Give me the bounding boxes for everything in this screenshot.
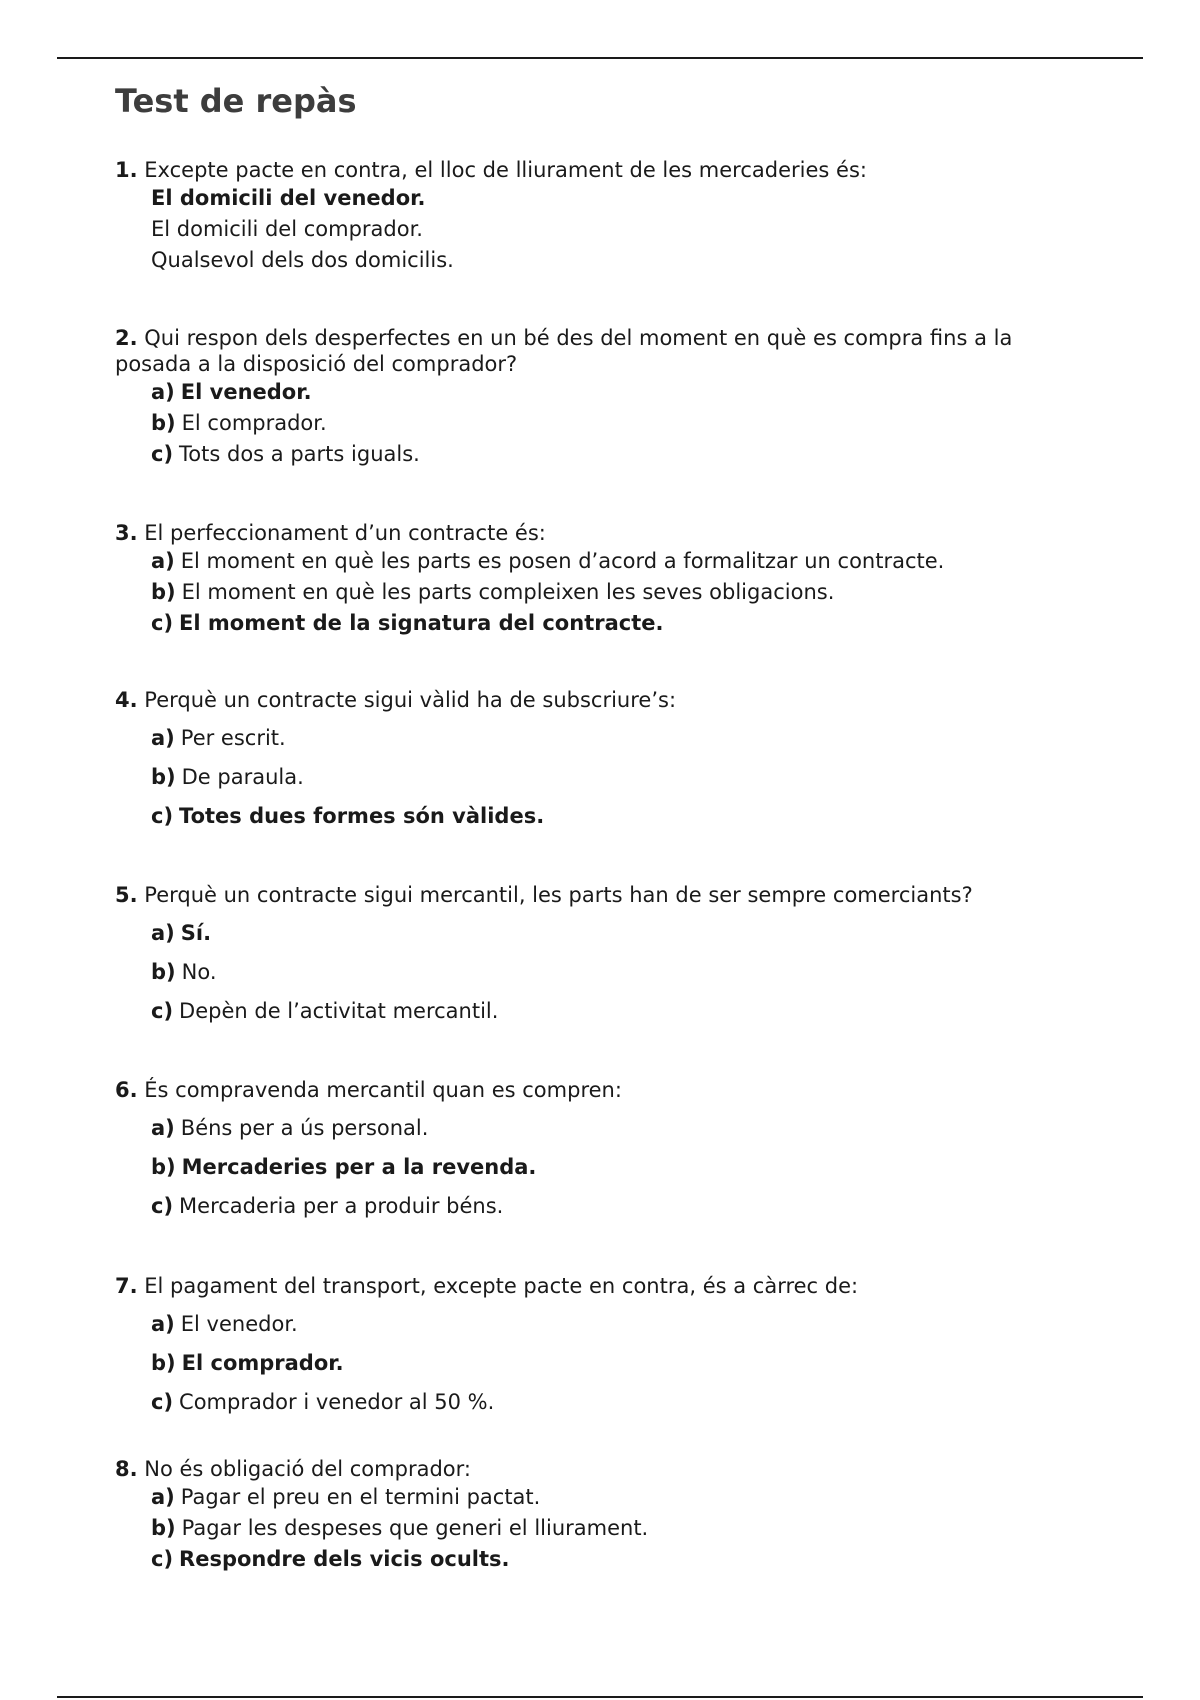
option-text: El comprador. — [181, 1351, 344, 1375]
option-a — [151, 719, 1075, 758]
option-c — [151, 1187, 1075, 1226]
question-8 — [115, 1456, 1075, 1575]
option-text: Béns per a ús personal. — [180, 1116, 429, 1140]
question-text: No és obligació del comprador: — [144, 1457, 471, 1481]
question-6 — [115, 1077, 1075, 1226]
question-5 — [115, 882, 1075, 1031]
option-a — [151, 1482, 1075, 1513]
option-text: Sí. — [180, 921, 212, 945]
option-text: Mercaderia per a produir béns. — [179, 1194, 504, 1218]
question-1 — [115, 157, 1075, 276]
option-label: c) — [151, 999, 174, 1023]
option-label: a) — [151, 549, 175, 573]
question-number: 7. — [115, 1274, 138, 1298]
option-label: c) — [151, 1547, 174, 1571]
option-text: Depèn de l’activitat mercantil. — [179, 999, 499, 1023]
options-list — [151, 546, 1075, 639]
question-7 — [115, 1273, 1075, 1422]
option-label: a) — [151, 1485, 175, 1509]
option-label: a) — [151, 726, 175, 750]
option-label: b) — [151, 1155, 176, 1179]
option-text: De paraula. — [181, 765, 304, 789]
option-label: b) — [151, 1516, 176, 1540]
option-c — [151, 608, 1075, 639]
option-text: Tots dos a parts iguals. — [179, 442, 420, 466]
option-a — [151, 377, 1075, 408]
option-label: a) — [151, 921, 175, 945]
question-2 — [115, 325, 1075, 470]
option-a — [151, 1109, 1075, 1148]
options-list — [151, 1305, 1075, 1422]
question-stem — [115, 1273, 1075, 1299]
option-label: c) — [151, 804, 174, 828]
question-text: Perquè un contracte sigui vàlid ha de subscriure’s: — [144, 688, 677, 712]
option-b — [151, 1513, 1075, 1544]
option-label: b) — [151, 765, 176, 789]
option-2 — [151, 214, 1075, 245]
page-title: Test de repàs — [115, 82, 357, 120]
option-text: Per escrit. — [180, 726, 286, 750]
option-text: Pagar les despeses que generi el lliurament. — [181, 1516, 649, 1540]
question-number: 6. — [115, 1078, 138, 1102]
option-a — [151, 546, 1075, 577]
option-b — [151, 758, 1075, 797]
question-stem — [115, 882, 1075, 908]
option-label: c) — [151, 442, 174, 466]
question-3 — [115, 520, 1075, 639]
option-c — [151, 797, 1075, 836]
option-text: El venedor. — [180, 380, 312, 404]
question-number: 2. — [115, 326, 138, 350]
option-c — [151, 992, 1075, 1031]
question-stem — [115, 325, 1075, 377]
option-text: El domicili del comprador. — [151, 217, 423, 241]
question-text: Perquè un contracte sigui mercantil, les parts han de ser sempre comerciants? — [144, 883, 973, 907]
question-text: Excepte pacte en contra, el lloc de lliurament de les mercaderies és: — [144, 158, 867, 182]
question-stem — [115, 520, 1075, 546]
option-text: El domicili del venedor. — [151, 186, 426, 210]
options-list — [151, 1109, 1075, 1226]
option-text: El comprador. — [181, 411, 327, 435]
options-list — [151, 1482, 1075, 1575]
option-3 — [151, 245, 1075, 276]
option-text: Totes dues formes són vàlides. — [179, 804, 545, 828]
question-text: El perfeccionament d’un contracte és: — [144, 521, 546, 545]
option-label: b) — [151, 580, 176, 604]
option-c — [151, 439, 1075, 470]
option-label: c) — [151, 1390, 174, 1414]
top-rule — [57, 57, 1143, 59]
option-label: a) — [151, 380, 175, 404]
option-1 — [151, 183, 1075, 214]
option-text: Pagar el preu en el termini pactat. — [180, 1485, 541, 1509]
option-text: Respondre dels vicis ocults. — [179, 1547, 510, 1571]
option-b — [151, 1344, 1075, 1383]
option-b — [151, 953, 1075, 992]
option-text: No. — [181, 960, 217, 984]
option-text: El moment en què les parts es posen d’acord a formalitzar un contracte. — [180, 549, 945, 573]
option-label: b) — [151, 960, 176, 984]
question-number: 3. — [115, 521, 138, 545]
question-stem — [115, 1077, 1075, 1103]
option-label: c) — [151, 1194, 174, 1218]
option-text: Comprador i venedor al 50 %. — [179, 1390, 495, 1414]
option-c — [151, 1544, 1075, 1575]
option-a — [151, 1305, 1075, 1344]
option-label: c) — [151, 611, 174, 635]
question-text: El pagament del transport, excepte pacte en contra, és a càrrec de: — [144, 1274, 859, 1298]
question-stem — [115, 687, 1075, 713]
question-stem — [115, 1456, 1075, 1482]
question-number: 5. — [115, 883, 138, 907]
question-number: 4. — [115, 688, 138, 712]
question-text: És compravenda mercantil quan es compren: — [144, 1078, 622, 1102]
option-label: b) — [151, 411, 176, 435]
option-label: b) — [151, 1351, 176, 1375]
option-text: El moment en què les parts compleixen les seves obligacions. — [181, 580, 835, 604]
question-stem — [115, 157, 1075, 183]
question-number: 1. — [115, 158, 138, 182]
option-b — [151, 1148, 1075, 1187]
options-list — [151, 719, 1075, 836]
option-text: Qualsevol dels dos domicilis. — [151, 248, 454, 272]
option-text: El venedor. — [180, 1312, 298, 1336]
option-text: El moment de la signatura del contracte. — [179, 611, 664, 635]
question-text: Qui respon dels desperfectes en un bé des del moment en què es compra fins a la posada a la disposició del comprador? — [115, 326, 1013, 376]
question-4 — [115, 687, 1075, 836]
option-c — [151, 1383, 1075, 1422]
options-list — [151, 914, 1075, 1031]
option-text: Mercaderies per a la revenda. — [181, 1155, 537, 1179]
options-list — [151, 377, 1075, 470]
option-b — [151, 577, 1075, 608]
bottom-rule — [57, 1696, 1143, 1698]
question-number: 8. — [115, 1457, 138, 1481]
option-label: a) — [151, 1116, 175, 1140]
option-label: a) — [151, 1312, 175, 1336]
option-b — [151, 408, 1075, 439]
options-list — [151, 183, 1075, 276]
option-a — [151, 914, 1075, 953]
